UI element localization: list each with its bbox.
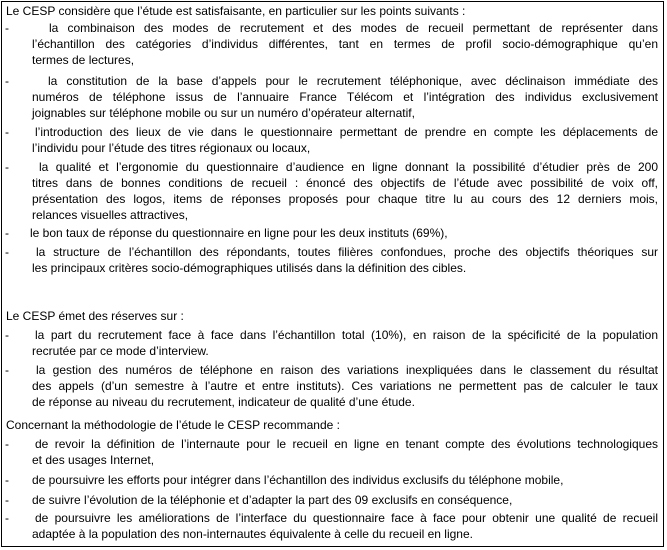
item-line: recrutée par ce mode d’interview. — [32, 344, 209, 358]
item-line: de revoir la définition de l’internaute pour le recueil en ligne en tenant compte des évolutions technologiques — [35, 437, 658, 451]
list-item — [2, 510, 657, 542]
list-item — [2, 244, 657, 276]
item-line: titres dans de bonnes conditions de recueil : énoncé des objectifs de l’étude avec possibilité de voix off, — [32, 176, 658, 190]
list-item — [2, 472, 657, 488]
dash-bullet: - — [5, 125, 9, 139]
dash-bullet: - — [5, 160, 9, 174]
item-line: la structure de l’échantillon des répondants, toutes filières confondues, proche des objectifs théoriques sur — [36, 245, 658, 259]
item-line: la qualité et l’ergonomie du questionnaire d’audience en ligne donnant la possibilité d’étudier près de 200 — [39, 160, 658, 174]
dash-bullet: - — [5, 74, 9, 88]
dash-bullet: - — [5, 473, 9, 487]
item-line: la constitution de la base d’appels pour le recrutement téléphonique, avec déclinaison immédiate des — [48, 74, 658, 88]
dash-bullet: - — [5, 21, 9, 35]
list-item — [2, 20, 657, 68]
dash-bullet: - — [5, 437, 9, 451]
reserves-heading: Le CESP émet des réserves sur : — [6, 309, 184, 323]
item-line: la part du recrutement face à face dans l’échantillon total (10%), en raison de la spécificité de la population — [35, 328, 658, 342]
item-line: adaptée à la population des non-internautes équivalente à celle du recueil en ligne. — [32, 527, 473, 541]
dash-bullet: - — [5, 245, 9, 259]
list-item — [2, 327, 657, 359]
item-line: l’échantillon des catégories d’individus différentes, tant en termes de profil socio-démographique qu’en — [32, 37, 658, 51]
item-line: de suivre l’évolution de la téléphonie et d’adapter la part des 09 exclusifs en conséquence, — [32, 493, 513, 507]
item-line: numéros de téléphone issus de l’annuaire France Télécom et l’intégration des individus exclusivement — [32, 90, 658, 104]
item-line: joignables sur téléphone mobile ou sur un numéro d’opérateur alternatif, — [32, 106, 415, 120]
item-line: termes de lectures, — [32, 53, 135, 67]
item-line: la gestion des numéros de téléphone en raison des variations inexpliquées dans le classement du résultat — [36, 363, 658, 377]
item-line: de réponse au niveau du recrutement, indicateur de qualité d’une étude. — [32, 395, 415, 409]
list-item — [2, 436, 657, 468]
recommend-heading: Concernant la méthodologie de l’étude le CESP recommande : — [6, 418, 340, 432]
item-line: présentation des logos, items de réponses proposés pour chaque titre lu au cours des 12 derniers mois, — [32, 192, 658, 206]
item-line: de poursuivre les améliorations de l’interface du questionnaire face à face pour obtenir une qualité de recueil — [35, 511, 658, 525]
list-item — [2, 73, 657, 121]
item-line: l’introduction des lieux de vie dans le questionnaire permettant de prendre en compte les déplacements de — [35, 125, 658, 139]
list-item — [2, 124, 657, 156]
list-item — [2, 362, 657, 410]
item-line: l’individu pour l’étude des titres régionaux ou locaux, — [32, 141, 311, 155]
dash-bullet: - — [5, 493, 9, 507]
item-line: le bon taux de réponse du questionnaire en ligne pour les deux instituts (69%), — [30, 226, 448, 240]
dash-bullet: - — [5, 226, 9, 240]
item-line: de poursuivre les efforts pour intégrer dans l’échantillon des individus exclusifs du téléphone mobile, — [32, 473, 564, 487]
item-line: et des usages Internet, — [32, 453, 155, 467]
item-line: des appels (d’un semestre à l’autre et entre instituts). Ces variations ne permettent pas de calculer le taux — [32, 379, 658, 393]
item-line: les principaux critères socio-démographiques utilisés dans la définition des cibles. — [32, 261, 467, 275]
list-item — [2, 159, 657, 223]
intro-heading: Le CESP considère que l’étude est satisfaisante, en particulier sur les points suivants : — [6, 4, 466, 18]
dash-bullet: - — [5, 363, 9, 377]
list-item — [2, 225, 657, 241]
dash-bullet: - — [5, 328, 9, 342]
item-line: relances visuelles attractives, — [32, 208, 189, 222]
list-item — [2, 492, 657, 508]
document-frame — [1, 1, 664, 547]
item-line: la combinaison des modes de recrutement et des modes de recueil permettant de représenter dans — [49, 21, 658, 35]
dash-bullet: - — [5, 511, 9, 525]
